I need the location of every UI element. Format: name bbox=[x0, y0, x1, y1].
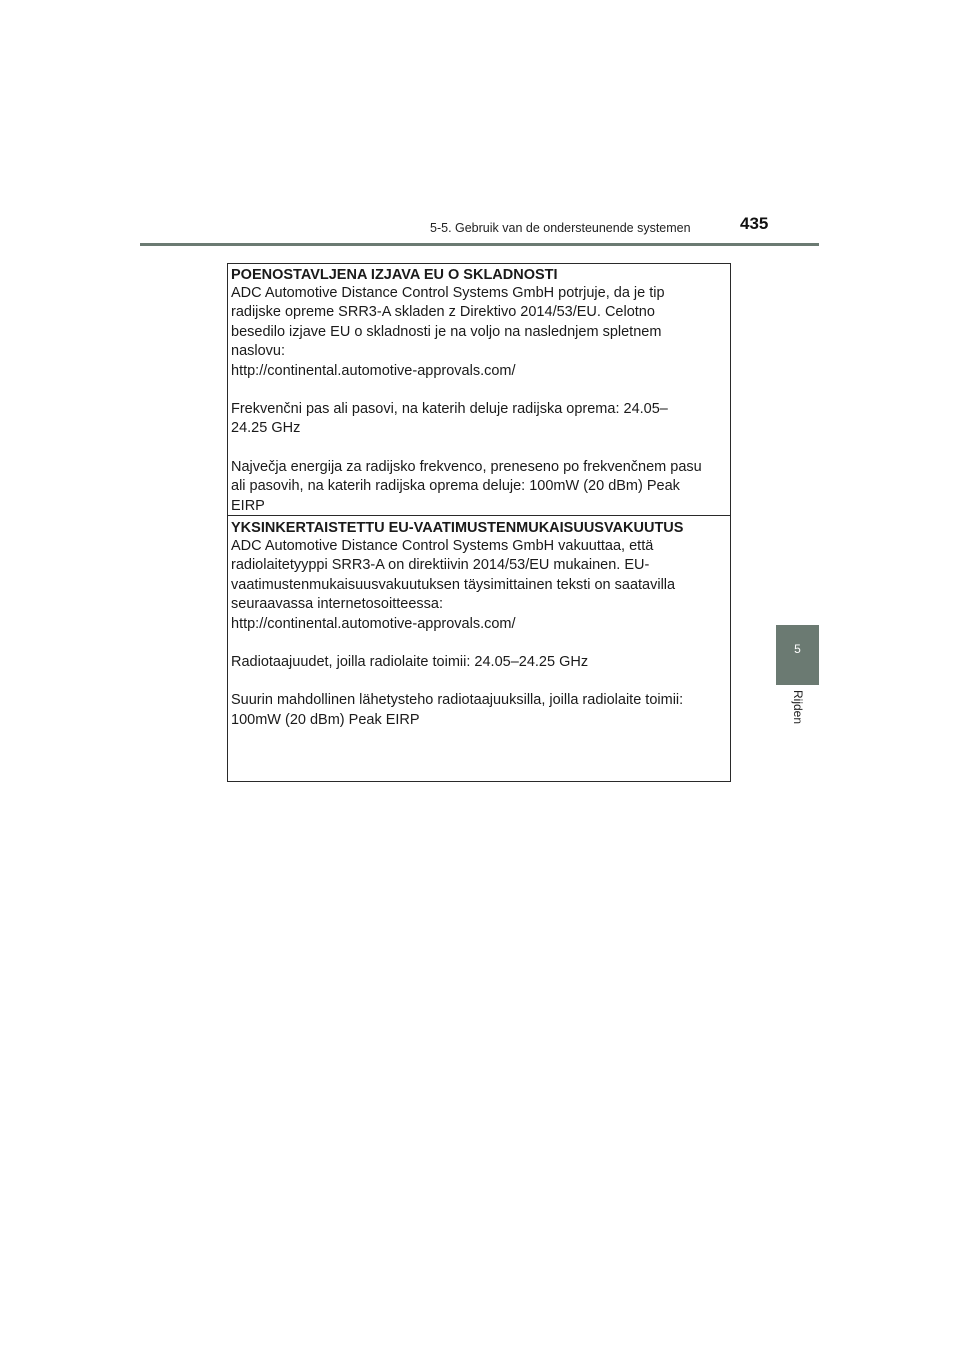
section-title: POENOSTAVLJENA IZJAVA EU O SKLADNOSTI bbox=[231, 267, 558, 283]
declaration-slovenian bbox=[228, 264, 730, 516]
paragraph: Radiotaajuudet, joilla radiolaite toimii: 24.05–24.25 GHz bbox=[231, 654, 589, 671]
paragraph: Največja energija za radijsko frekvenco, preneseno po frekvenčnem pasu ali pasovih, na katerih radijska oprema deluje: 100mW (20 dBm) Peak EIRP bbox=[231, 458, 702, 514]
declaration-box bbox=[227, 263, 731, 782]
declaration-finnish bbox=[228, 517, 730, 781]
paragraph: Frekvenčni pas ali pasovi, na katerih deluje radijska oprema: 24.05– 24.25 GHz bbox=[231, 401, 668, 437]
paragraph: ADC Automotive Distance Control Systems GmbH vakuuttaa, että radiolaitetyyppi SRR3-A on direktiivin 2014/53/EU mukainen. EU- vaatimustenmukaisuusvakuutuksen täysimittainen teksti on saatavilla seuraavassa internetosoitteessa: http://continental.automotive-approvals.com/ bbox=[231, 538, 676, 632]
section-title: YKSINKERTAISTETTU EU-VAATIMUSTENMUKAISUUSVAKUUTUS bbox=[231, 520, 684, 536]
chapter-label: Rijden bbox=[791, 690, 805, 725]
section-header: 5-5. Gebruik van de ondersteunende systemen bbox=[430, 221, 691, 235]
header-divider bbox=[140, 243, 819, 246]
paragraph: Suurin mahdollinen lähetysteho radiotaajuuksilla, joilla radiolaite toimii: 100mW (20 dBm) Peak EIRP bbox=[231, 692, 684, 728]
chapter-tab bbox=[776, 625, 819, 685]
page-number: 435 bbox=[740, 214, 769, 233]
chapter-number: 5 bbox=[794, 642, 801, 656]
paragraph: ADC Automotive Distance Control Systems GmbH potrjuje, da je tip radijske opreme SRR3-A skladen z Direktivo 2014/53/EU. Celotno besedilo izjave EU o skladnosti je na voljo na naslednjem spletnem naslovu: http://continental.automotive-approvals.com/ bbox=[231, 285, 665, 379]
